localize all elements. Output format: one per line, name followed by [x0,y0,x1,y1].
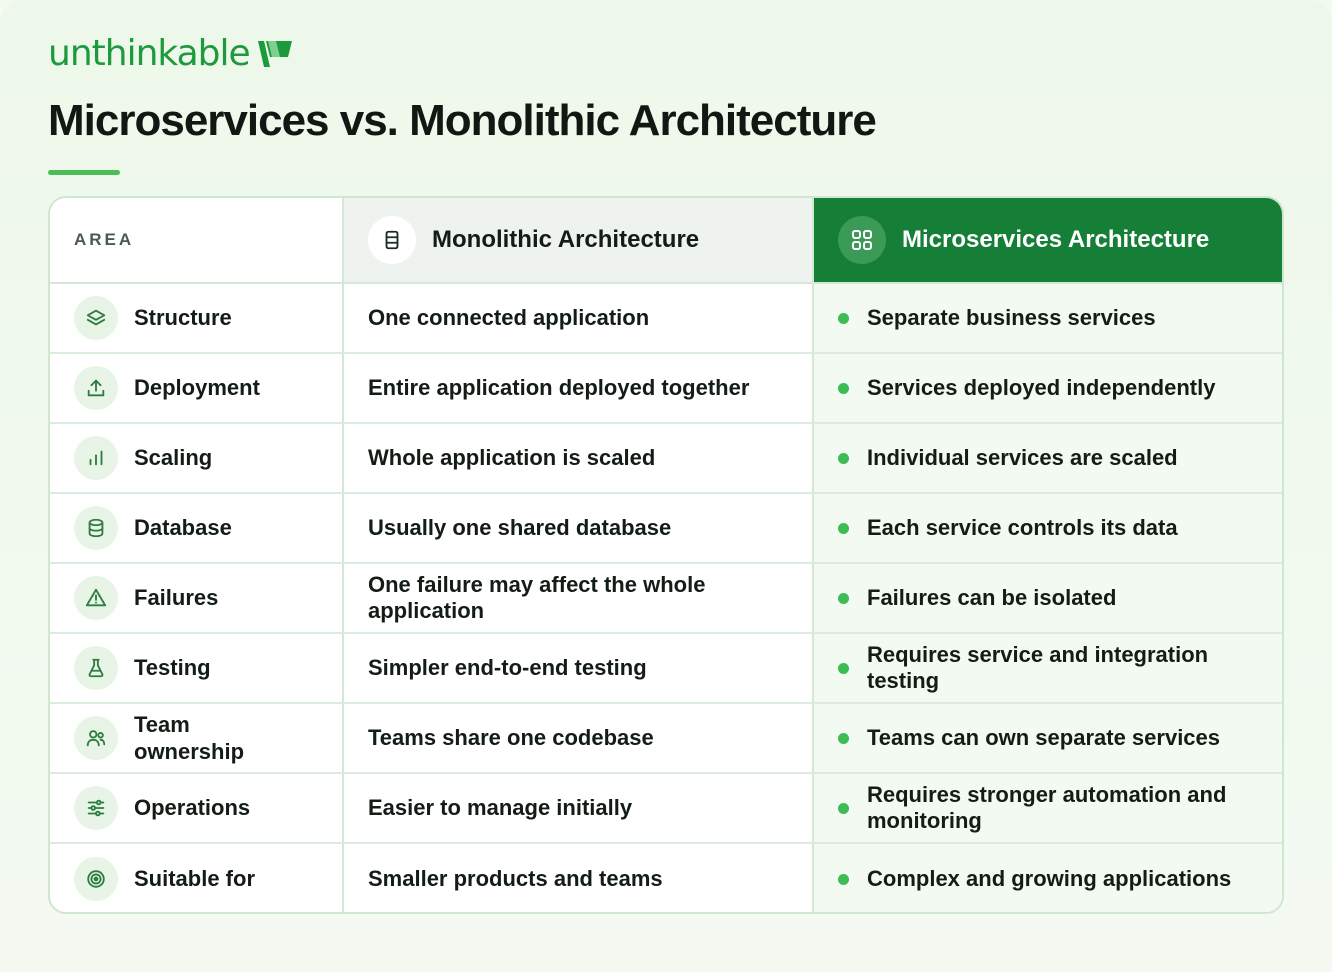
monolithic-cell [344,844,814,914]
monolithic-cell [344,774,814,842]
area-cell [50,354,344,422]
table-row [50,284,1282,354]
header-microservices-label: Microservices Architecture [902,226,1210,253]
bullet-dot [838,733,849,744]
microservices-text: Individual services are scaled [867,444,1178,470]
target-icon [74,857,118,901]
area-cell [50,774,344,842]
monolithic-text: Teams share one codebase [368,724,654,750]
microservices-cell [814,494,1282,562]
area-label: AREA [74,230,135,249]
microservices-text: Separate business services [867,304,1156,330]
microservices-text: Each service controls its data [867,514,1178,540]
monolithic-cell [344,494,814,562]
area-name: Operations [134,795,251,821]
microservices-cell [814,844,1282,914]
microservices-text: Failures can be isolated [867,584,1117,610]
microservices-cell [814,774,1282,842]
server-icon [368,216,416,264]
table-row [50,424,1282,494]
table-row [50,704,1282,774]
monolithic-cell [344,424,814,492]
comparison-table [48,196,1284,914]
bullet-dot [838,803,849,814]
bullet-dot [838,593,849,604]
area-cell [50,424,344,492]
microservices-cell [814,634,1282,702]
monolithic-cell [344,564,814,632]
header-monolithic [344,198,814,282]
monolithic-text: Simpler end-to-end testing [368,654,647,680]
page-title: Microservices vs. Monolithic Architecture [48,96,876,145]
title-underline [48,170,120,175]
table-row [50,354,1282,424]
area-name: Deployment [134,375,260,401]
table-row [50,494,1282,564]
bullet-dot [838,313,849,324]
flask-icon [74,646,118,690]
microservices-text: Requires service and integration testing [867,641,1209,693]
flag-icon [256,37,294,71]
table-row [50,774,1282,844]
monolithic-text: Smaller products and teams [368,865,663,891]
upload-icon [74,366,118,410]
microservices-cell [814,564,1282,632]
sliders-icon [74,786,118,830]
microservices-text: Requires stronger automation and monitoring [867,781,1227,833]
monolithic-cell [344,634,814,702]
monolithic-text: One connected application [368,304,650,330]
table-header [50,198,1282,284]
bar-chart-icon [74,436,118,480]
microservices-text: Complex and growing applications [867,865,1232,891]
area-cell [50,844,344,914]
monolithic-text: One failure may affect the whole application [368,571,706,623]
bullet-dot [838,453,849,464]
grid-icon [838,216,886,264]
microservices-cell [814,284,1282,352]
brand-name: unthinkable [48,33,250,74]
area-name: Database [134,515,232,541]
table-row [50,634,1282,704]
microservices-text: Teams can own separate services [867,724,1221,750]
brand-logo [48,33,294,74]
area-name: Structure [134,305,232,331]
microservices-cell [814,704,1282,772]
users-icon [74,716,118,760]
bullet-dot [838,663,849,674]
microservices-cell [814,354,1282,422]
bullet-dot [838,523,849,534]
monolithic-cell [344,704,814,772]
area-name: Team ownership [134,711,245,764]
monolithic-text: Whole application is scaled [368,444,656,470]
microservices-text: Services deployed independently [867,374,1216,400]
area-cell [50,634,344,702]
header-monolithic-label: Monolithic Architecture [432,226,700,253]
bullet-dot [838,874,849,885]
bullet-dot [838,383,849,394]
table-row [50,844,1282,914]
microservices-cell [814,424,1282,492]
area-name: Scaling [134,445,213,471]
header-microservices [814,198,1282,282]
monolithic-text: Usually one shared database [368,514,672,540]
layers-icon [74,296,118,340]
monolithic-text: Easier to manage initially [368,794,633,820]
area-cell [50,494,344,562]
area-cell [50,564,344,632]
warning-icon [74,576,118,620]
table-row [50,564,1282,634]
area-name: Suitable for [134,866,256,892]
area-name: Failures [134,585,219,611]
area-cell [50,284,344,352]
monolithic-cell [344,284,814,352]
database-icon [74,506,118,550]
monolithic-cell [344,354,814,422]
header-area [50,198,344,282]
area-name: Testing [134,655,211,681]
monolithic-text: Entire application deployed together [368,374,750,400]
area-cell [50,704,344,772]
